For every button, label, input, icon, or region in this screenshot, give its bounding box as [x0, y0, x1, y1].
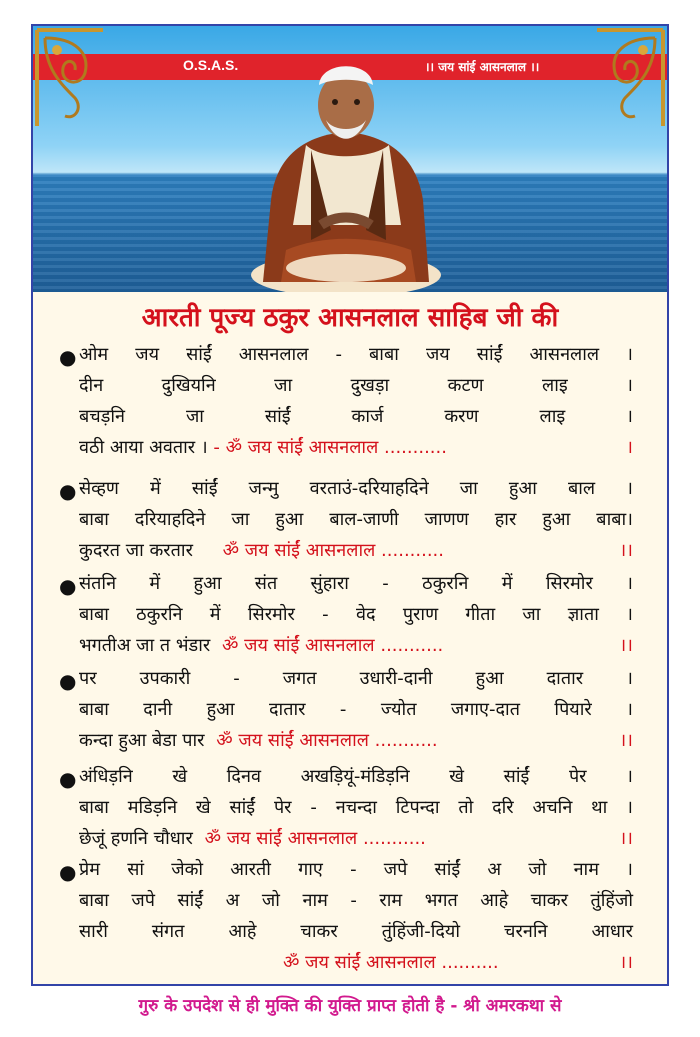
verse-refrain-line [79, 725, 633, 756]
saint-portrait [251, 50, 441, 292]
footer-quote: गुरु के उपदेश से ही मुक्ति की युक्ति प्राप्त होती है - श्री अमरकथा से [138, 996, 562, 1016]
header-left-label: O.S.A.S. [183, 57, 239, 73]
verse-line: अंधिड़नि खे दिनव अखड़ियूं-मंडिड़नि खे सांईं पेर । [79, 766, 633, 787]
refrain-text: ॐ जय सांईं आसनलाल .......... [283, 952, 499, 973]
verse-6 [59, 854, 633, 978]
verse-line: प्रेम सां जेको आरती गाए - जपे सांईं अ जो नाम । [79, 859, 633, 880]
verse-refrain-line [79, 630, 633, 661]
refrain-end-mark: ।। [619, 730, 633, 751]
verse-line: सारी संगत आहे चाकर तुंहिंजी-दियो चरननि आधार [79, 921, 633, 942]
refrain-end-mark: ।। [619, 540, 633, 561]
refrain-text: ॐ जय सांईं आसनलाल ........... [222, 540, 445, 561]
verse-line: बाबा मडिड़नि खे सांईं पेर - नचन्दा टिपन्दा तो दरि अचनि था । [79, 797, 633, 818]
verse-line: पर उपकारी - जगत उधारी-दानी हुआ दातार । [79, 668, 633, 689]
refrain-text: ॐ जय सांईं आसनलाल ........... [221, 635, 444, 656]
verse-line: दीन दुखियनि जा दुखड़ा कटण लाइ । [79, 375, 633, 396]
ornament-corner-left [35, 28, 105, 128]
verse-refrain-line [79, 823, 633, 854]
verse-refrain-line [79, 947, 633, 978]
bullet-icon: ● [59, 479, 77, 503]
verse-line: बाबा ठकुरनि में सिरमोर - वेद पुराण गीता जा ज्ञाता । [79, 604, 633, 625]
bullet-icon: ● [59, 669, 77, 693]
refrain-text: - ॐ जय सांईं आसनलाल ........... [213, 437, 447, 458]
verse-line: संतनि में हुआ संत सुंहारा - ठकुरनि में सिरमोर । [79, 573, 633, 594]
ornament-corner-right [595, 28, 665, 128]
verse-3 [59, 568, 633, 661]
refrain-end-mark: । [626, 437, 633, 458]
verse-line: सेव्हण में सांईं जन्मु वरताउं-दरियाहदिने जा हुआ बाल । [79, 478, 633, 499]
verse-last-text: कन्दा हुआ बेडा पार [79, 730, 205, 751]
page-title: आरती पूज्य ठकुर आसनलाल साहिब जी की [141, 303, 559, 333]
verse-line: बाबा जपे सांईं अ जो नाम - राम भगत आहे चाकर तुंहिंजो [79, 890, 633, 911]
verse-line: बचड़नि जा सांईं कार्ज करण लाइ । [79, 406, 633, 427]
aarti-poster [31, 24, 669, 986]
header-right-label: ।। जय सांई आसनलाल ।। [425, 60, 540, 74]
verse-1 [59, 339, 633, 463]
refrain-text: ॐ जय सांईं आसनलाल ........... [204, 828, 426, 849]
bullet-icon: ● [59, 860, 77, 884]
verse-refrain-line [79, 535, 633, 566]
verse-line: बाबा दानी हुआ दातार - ज्योत जगाए-दात पियारे । [79, 699, 633, 720]
verse-5 [59, 761, 633, 854]
bullet-icon: ● [59, 345, 77, 369]
refrain-end-mark: ।। [619, 635, 633, 656]
bullet-icon: ● [59, 574, 77, 598]
verse-line: बाबा दरियाहदिने जा हुआ बाल-जाणी जाणण हार हुआ बाबा। [79, 509, 633, 530]
verse-2 [59, 473, 633, 566]
refrain-end-mark: ।। [619, 952, 633, 973]
verse-last-text: छेजूं हणनि चौधार [79, 828, 193, 849]
refrain-end-mark: ।। [619, 828, 633, 849]
verse-last-text: वठी आया अवतार । [79, 437, 208, 458]
verse-last-text: कुदरत जा करतार [79, 540, 193, 561]
refrain-text: ॐ जय सांईं आसनलाल ........... [216, 730, 438, 751]
verse-line: ओम जय सांईं आसनलाल - बाबा जय सांईं आसनलाल । [79, 344, 633, 365]
verse-4 [59, 663, 633, 756]
verse-last-text: भगतीअ जा त भंडार [79, 635, 211, 656]
bullet-icon: ● [59, 767, 77, 791]
verse-refrain-line [79, 432, 633, 463]
